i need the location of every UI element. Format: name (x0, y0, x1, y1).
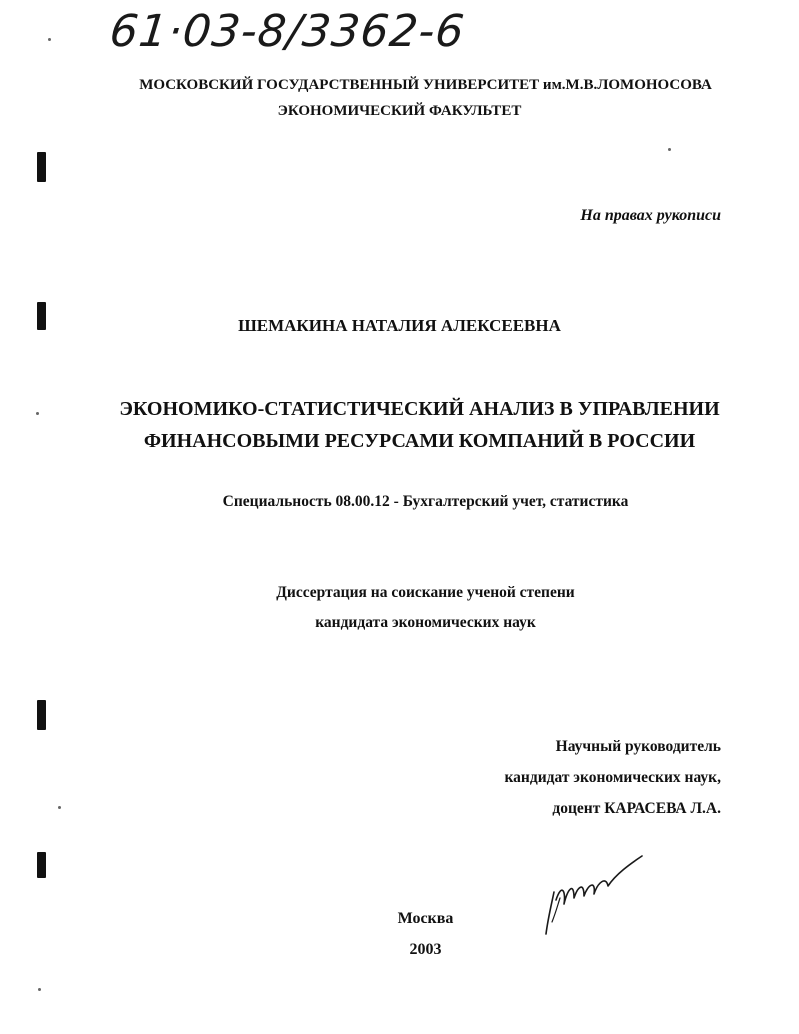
scan-speck (48, 38, 51, 41)
scan-speck (668, 148, 671, 151)
supervisor-degree: кандидат экономических наук, (504, 769, 721, 786)
author-name: ШЕМАКИНА НАТАЛИЯ АЛЕКСЕЕВНА (238, 316, 561, 335)
scan-speck (58, 806, 61, 809)
manuscript-rights: На правах рукописи (580, 207, 721, 224)
specialty: Специальность 08.00.12 - Бухгалтерский учет, статистика (222, 493, 629, 510)
signature (538, 852, 648, 942)
degree-line-1: Диссертация на соискание ученой степени (276, 584, 575, 601)
university-name: МОСКОВСКИЙ ГОСУДАРСТВЕННЫЙ УНИВЕРСИТЕТ им.М.В.ЛОМОНОСОВА (139, 77, 712, 93)
faculty-name: ЭКОНОМИЧЕСКИЙ ФАКУЛЬТЕТ (277, 103, 522, 119)
scan-speck (38, 988, 41, 991)
binder-mark (37, 152, 46, 182)
binder-mark (37, 852, 46, 878)
dissertation-title-line-2: ФИНАНСОВЫМИ РЕСУРСАМИ КОМПАНИЙ В РОССИИ (143, 430, 696, 452)
binder-mark (37, 700, 46, 730)
supervisor-label: Научный руководитель (555, 738, 721, 755)
archive-number: 61·03-8/3362-6 (107, 6, 468, 57)
supervisor-name: доцент КАРАСЕВА Л.А. (552, 800, 721, 817)
dissertation-title-line-1: ЭКОНОМИКО-СТАТИСТИЧЕСКИЙ АНАЛИЗ В УПРАВЛЕНИИ (119, 398, 720, 420)
year: 2003 (409, 941, 442, 958)
city: Москва (397, 910, 454, 927)
degree-line-2: кандидата экономических наук (315, 614, 536, 631)
